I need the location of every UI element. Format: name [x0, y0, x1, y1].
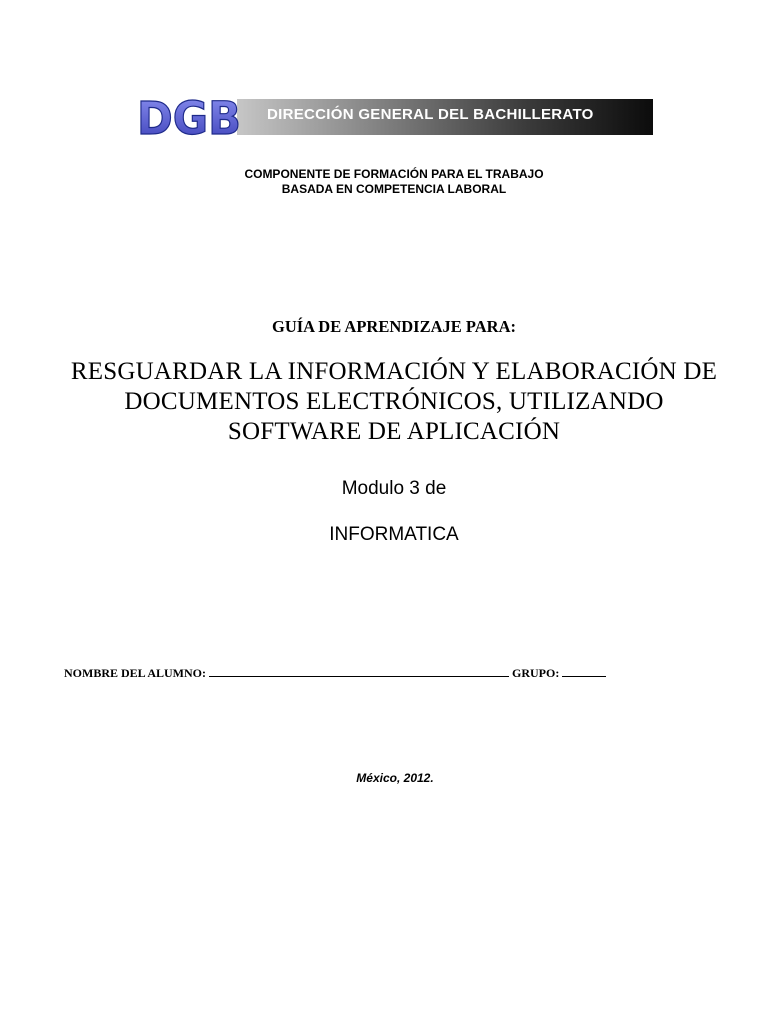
- module-label: Modulo 3 de: [341, 478, 447, 499]
- title-line-3: SOFTWARE DE APLICACIÓN: [227, 418, 561, 445]
- student-name-blank[interactable]: [209, 666, 509, 677]
- student-info-line: [64, 666, 606, 681]
- component-heading: [0, 167, 768, 197]
- subject-label: INFORMATICA: [329, 524, 459, 545]
- component-line-2: BASADA EN COMPETENCIA LABORAL: [281, 182, 507, 196]
- group-label: GRUPO:: [512, 666, 560, 680]
- logo-lettering: DGB: [137, 98, 241, 138]
- place-date: México, 2012.: [356, 771, 434, 785]
- title-line-2: DOCUMENTOS ELECTRÓNICOS, UTILIZANDO: [124, 388, 664, 415]
- student-name-label: NOMBRE DEL ALUMNO:: [64, 666, 207, 680]
- title-line-1: RESGUARDAR LA INFORMACIÓN Y ELABORACIÓN DE: [70, 358, 718, 385]
- header-banner: [135, 98, 653, 138]
- component-line-1: COMPONENTE DE FORMACIÓN PARA EL TRABAJO: [244, 167, 544, 181]
- guide-label: GUÍA DE APRENDIZAJE PARA:: [271, 317, 516, 336]
- group-blank[interactable]: [562, 666, 606, 677]
- dgb-logo: [135, 98, 247, 138]
- banner-title: DIRECCIÓN GENERAL DEL BACHILLERATO: [267, 106, 594, 123]
- document-title: [30, 357, 758, 447]
